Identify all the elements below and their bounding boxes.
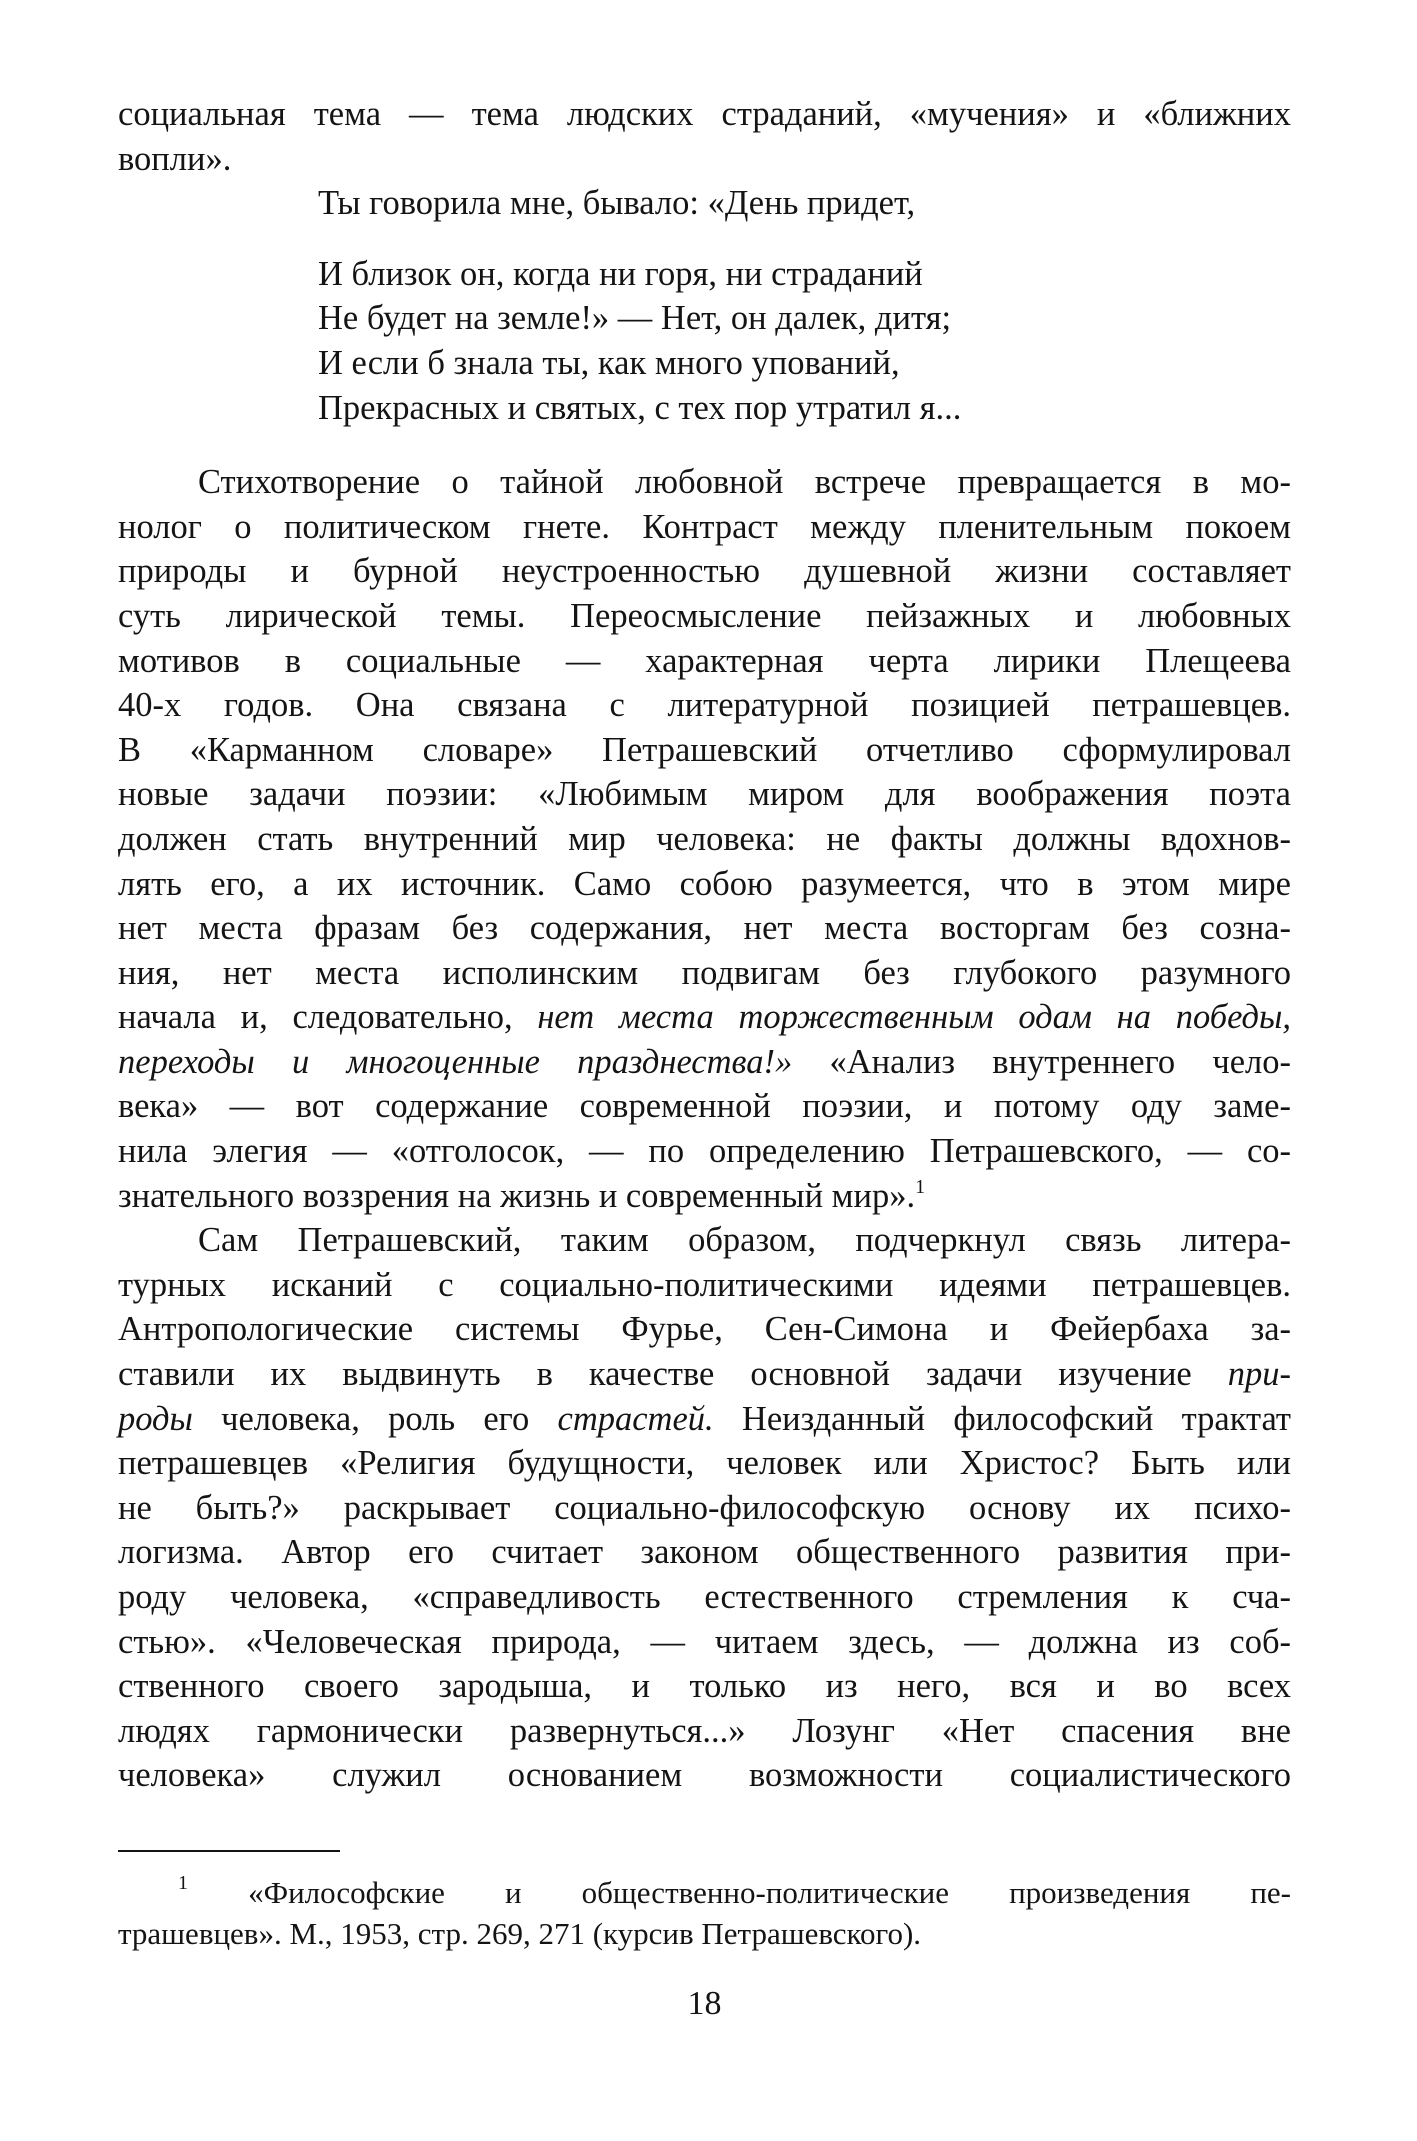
- text-line: должен стать внутренний мир человека: не факты должны вдохнов-: [118, 819, 1291, 858]
- text-line: петрашевцев «Религия будущности, человек или Христос? Быть или: [118, 1444, 1291, 1483]
- text-line: [118, 995, 1291, 1040]
- italic-quote: нет места торжественным одам на победы,: [537, 998, 1291, 1037]
- italic-word: страстей.: [557, 1399, 714, 1438]
- text-line: ния, нет места исполинским подвигам без глубокого разумного: [118, 953, 1291, 992]
- text-line: В «Карманном словаре» Петрашевский отчетливо сформулировал: [118, 730, 1291, 769]
- text-line: новые задачи поэзии: «Любимым миром для воображения поэта: [118, 775, 1291, 814]
- text-line: [118, 1352, 1291, 1397]
- text-run: начала и, следовательно,: [118, 998, 538, 1037]
- footnote-divider: [118, 1850, 340, 1852]
- text-line: Сам Петрашевский, таким образом, подчеркнул связь литера-: [198, 1221, 1291, 1260]
- text-line: вопли».: [118, 139, 232, 178]
- text-line: ственного своего зародыша, и только из него, вся и во всех: [118, 1667, 1291, 1706]
- text-run: Неизданный философский трактат: [713, 1399, 1291, 1438]
- footnote-reference[interactable]: 1: [915, 1175, 926, 1198]
- italic-word: роды: [118, 1399, 193, 1438]
- text-run: «Анализ внутреннего чело-: [792, 1042, 1291, 1081]
- text-line: Антропологические системы Фурье, Сен-Симона и Фейербаха за-: [118, 1310, 1291, 1349]
- verse-line: Прекрасных и святых, с тех пор утратил я...: [318, 388, 962, 427]
- text-line: Стихотворение о тайной любовной встрече превращается в мо-: [198, 463, 1291, 502]
- text-line: лять его, а их источник. Само собою разумеется, что в этом мире: [118, 864, 1291, 903]
- verse-line: Не будет на земле!» — Нет, он далек, дитя;: [318, 299, 952, 338]
- text-run: человека, роль его: [192, 1399, 558, 1438]
- text-line: людях гармонически развернуться...» Лозунг «Нет спасения вне: [118, 1711, 1291, 1750]
- italic-word: при-: [1227, 1355, 1291, 1394]
- text-line: [118, 1040, 1291, 1085]
- paragraph-2: [118, 1218, 1291, 1798]
- footnote-mark: 1: [178, 1871, 188, 1894]
- page-body: [118, 92, 1291, 2026]
- intro-paragraph: [118, 92, 1291, 181]
- text-line: природы и бурной неустроенностью душевной жизни составляет: [118, 552, 1291, 591]
- footnote-line: [118, 1872, 1291, 1913]
- text-run: ставили их выдвинуть в качестве основной задачи изучение: [118, 1355, 1228, 1394]
- text-line: суть лирической темы. Переосмысление пейзажных и любовных: [118, 596, 1291, 635]
- text-line: социальная тема — тема людских страданий, «мучения» и «ближних: [118, 95, 1291, 133]
- page-number: 18: [687, 1984, 722, 2022]
- text-line: логизма. Автор его считает законом общественного развития при-: [118, 1533, 1291, 1572]
- text-line: мотивов в социальные — характерная черта лирики Плещеева: [118, 641, 1291, 680]
- poem-quote: [118, 181, 1291, 430]
- verse-line: И близок он, когда ни горя, ни страданий: [318, 254, 923, 293]
- paragraph-1: [118, 460, 1291, 1218]
- text-line: нолог о политическом гнете. Контраст между пленительным покоем: [118, 507, 1291, 546]
- text-line: не быть?» раскрывает социально-философскую основу их психо-: [118, 1488, 1291, 1527]
- text-line: века» — вот содержание современной поэзии, и потому оду заме-: [118, 1087, 1291, 1126]
- text-line: 40-х годов. Она связана с литературной позицией петрашевцев.: [118, 686, 1291, 725]
- text-line: стью». «Человеческая природа, — читаем здесь, — должна из соб-: [118, 1622, 1291, 1661]
- text-line: турных исканий с социально-политическими идеями петрашевцев.: [118, 1265, 1291, 1304]
- text-line: нет места фразам без содержания, нет места восторгам без созна-: [118, 909, 1291, 948]
- footnote-text: «Философские и общественно-политические произведения пе-: [248, 1874, 1292, 1910]
- text-line: [118, 1397, 1291, 1442]
- text-line: роду человека, «справедливость естественного стремления к сча-: [118, 1578, 1291, 1616]
- text-run: знательного воззрения на жизнь и современный мир».: [118, 1176, 916, 1215]
- footnote: [118, 1872, 1291, 1954]
- footnote-line: трашевцев». М., 1953, стр. 269, 271 (курсив Петрашевского).: [118, 1915, 922, 1951]
- text-line: [118, 1174, 1291, 1219]
- verse-line: Ты говорила мне, бывало: «День придет,: [318, 184, 916, 223]
- verse-line: И если б знала ты, как много упований,: [318, 343, 900, 382]
- text-line: нила элегия — «отголосок, — по определению Петрашевского, — со-: [118, 1132, 1291, 1171]
- italic-quote: переходы и многоценные празднества!»: [118, 1042, 793, 1081]
- text-line: человека» служил основанием возможности социалистического: [118, 1756, 1291, 1795]
